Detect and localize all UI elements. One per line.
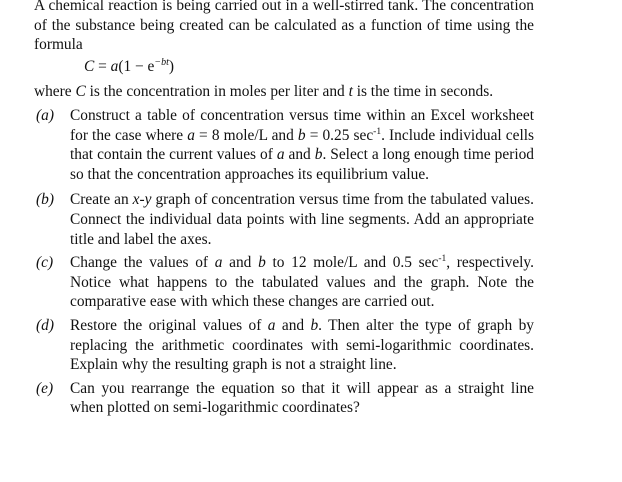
item-a-text-2: = 8 mole/L and: [194, 126, 298, 144]
where-text-2: is the concentration in moles per liter and: [85, 83, 349, 101]
formula-exponent: −bt: [154, 56, 169, 68]
item-a-superscript: -1: [373, 126, 382, 137]
item-marker-c: (c): [36, 254, 54, 272]
item-marker-d: (d): [36, 316, 54, 334]
formula-lhs: C: [84, 57, 95, 75]
item-c-var-a: a: [214, 254, 223, 272]
item-b-text-1: Create an: [70, 191, 133, 209]
item-c-superscript: -1: [438, 254, 447, 265]
item-e-text: Can you rearrange the equation so that it will appear as a straight line when plotted on semi-logarithmic coordinates?: [70, 379, 534, 417]
concentration-formula: [84, 57, 534, 77]
formula-paren-open: (1 − e: [118, 57, 155, 75]
item-a-var-b2: b: [314, 146, 323, 164]
item-marker-b: (b): [36, 191, 54, 209]
exercise-list: [34, 106, 534, 418]
item-c-text-3: to 12 mole/L and 0.5 sec: [265, 254, 439, 272]
item-c-text-1: Change the values of: [70, 254, 215, 272]
intro-paragraph: A chemical reaction is being carried out in a well-stirred tank. The concentration of the substance being created can be calculated as a function of time using the formula: [34, 0, 534, 54]
exercise-item-b: [34, 190, 534, 249]
item-c-text-2: and: [222, 254, 259, 272]
item-a-text-5: and: [284, 146, 315, 164]
where-var-c: C: [75, 83, 86, 101]
item-c-var-b: b: [258, 254, 266, 272]
where-var-t: t: [348, 83, 353, 101]
item-d-var-b: b: [310, 316, 319, 334]
item-a-var-b: b: [297, 126, 306, 144]
item-c-text-4: , respectively. Notice what happens to the tabulated values and the graph. Note the comparative ease with which these changes are carried out.: [70, 254, 534, 311]
exercise-item-d: [34, 316, 534, 375]
item-d-var-a: a: [267, 316, 276, 334]
item-b-text-2: graph of concentration versus time from the tabulated values. Connect the individual data points with line segments. Add an appropriate title and label the axes.: [70, 191, 534, 248]
formula-equals: =: [94, 57, 111, 75]
formula-paren-close: ): [168, 57, 175, 75]
item-a-text-6: . Select a long enough time period so that the concentration approaches its equilibrium value.: [70, 146, 534, 183]
exercise-item-c: [34, 253, 534, 312]
exercise-item-a: [34, 106, 534, 184]
item-a-text-1: Construct a table of concentration versus time within an Excel worksheet for the case where: [70, 106, 534, 144]
item-a-text-4: . Include individual cells that contain the current values of: [70, 126, 534, 164]
item-a-var-a2: a: [276, 146, 285, 164]
item-b-var-xy: x-y: [132, 191, 152, 209]
item-a-text-3: = 0.25 sec: [305, 126, 374, 144]
variable-definitions: [34, 82, 534, 102]
item-d-text-2: and: [275, 316, 311, 334]
where-text-3: is the time in seconds.: [352, 83, 494, 101]
item-d-text-3: . Then alter the type of graph by replacing the arithmetic coordinates with semi-logarithmic coordinates. Explain why the resulting graph is not a straight line.: [70, 316, 534, 374]
where-text-1: where: [34, 83, 76, 101]
item-a-var-a: a: [187, 126, 195, 144]
item-marker-a: (a): [36, 106, 54, 124]
formula-coefficient: a: [110, 57, 119, 75]
item-d-text-1: Restore the original values of: [70, 316, 268, 334]
exercise-item-e: [34, 379, 534, 418]
item-marker-e: (e): [36, 379, 54, 397]
problem-page: [34, 0, 534, 422]
